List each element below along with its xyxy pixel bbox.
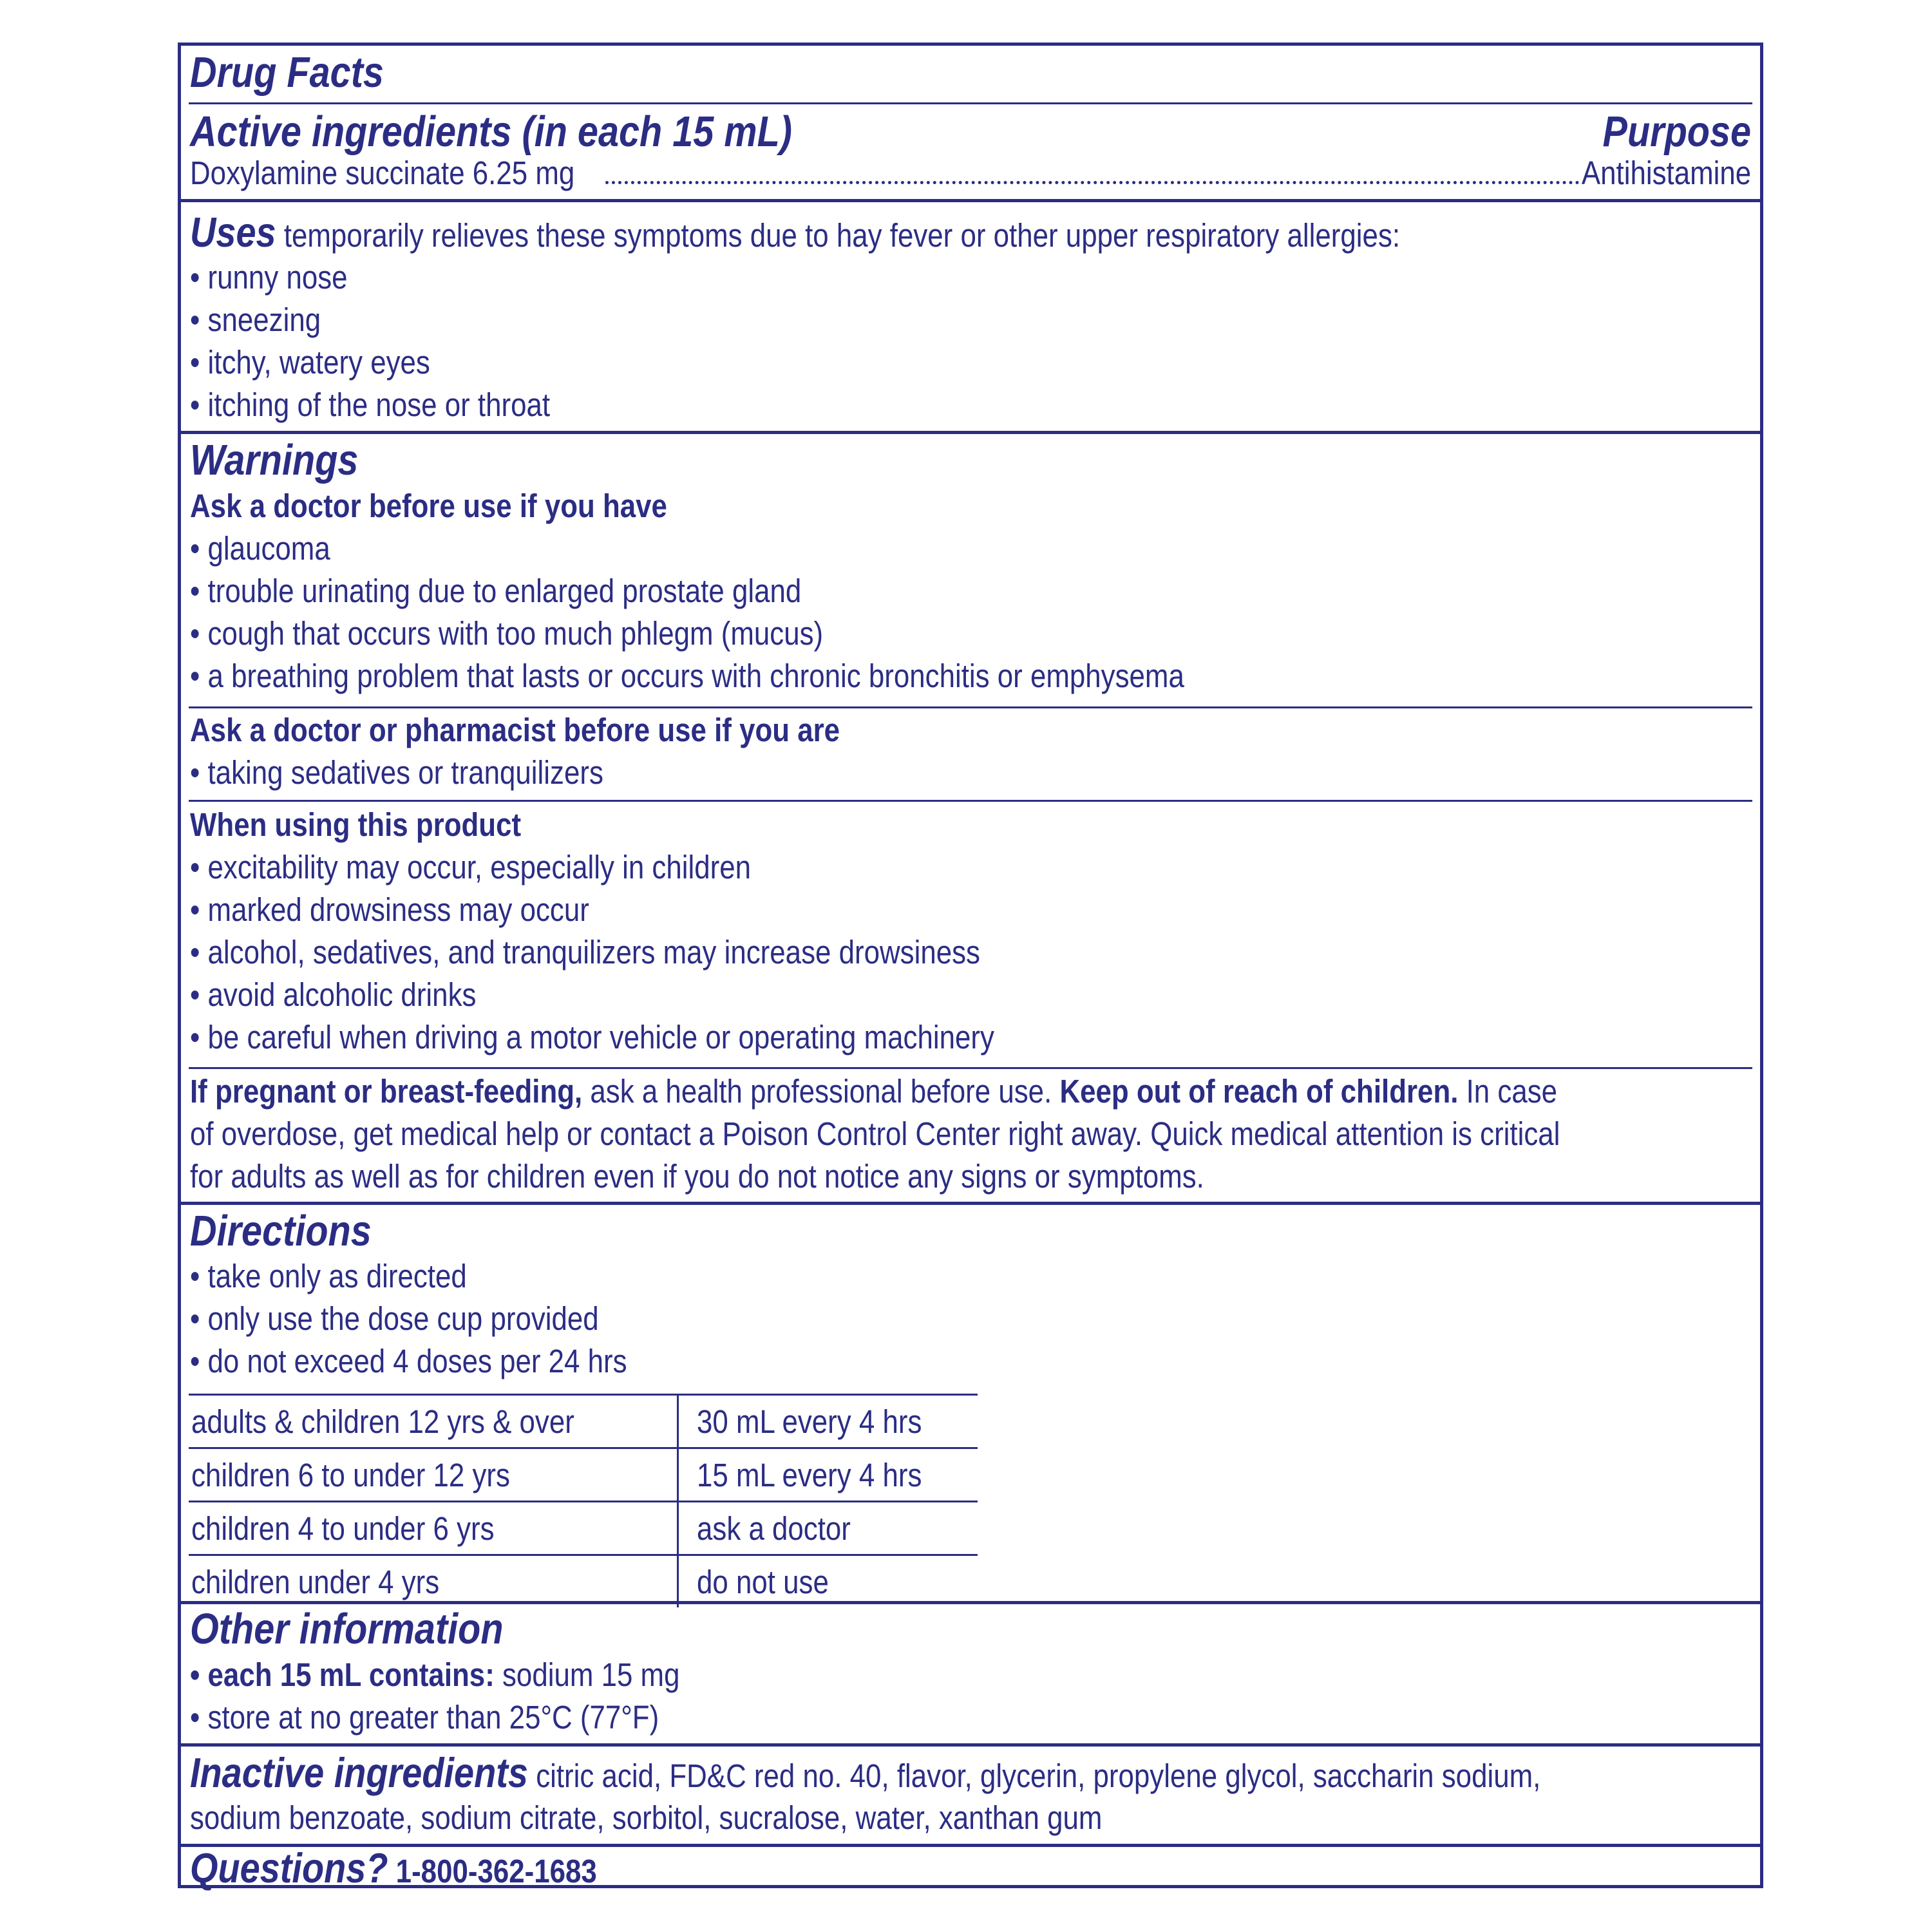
questions-line xyxy=(190,1844,1533,1896)
age-cell xyxy=(189,1448,678,1502)
active-ingredient-name: Doxylamine succinate 6.25 mg xyxy=(190,155,575,191)
uses-intro: temporarily relieves these symptoms due to hay fever or other upper respiratory allergies: xyxy=(276,217,1401,254)
other-info-bold: • each 15 mL contains: xyxy=(190,1656,495,1693)
uses-heading: Uses xyxy=(190,209,276,256)
warning-item: • be careful when driving a motor vehicle or operating machinery xyxy=(190,1019,994,1056)
ask-pharmacist-heading: Ask a doctor or pharmacist before use if you are xyxy=(190,712,840,748)
age-cell xyxy=(189,1395,678,1448)
section-divider xyxy=(181,1601,1760,1604)
age-text: adults & children 12 yrs & over xyxy=(191,1403,574,1440)
dot-leader xyxy=(605,181,1580,184)
pregnant-text: ask a health professional before use. xyxy=(582,1073,1060,1110)
pregnant-line-3: for adults as well as for children even if you do not notice any signs or symptoms. xyxy=(190,1158,1204,1195)
warning-item: • alcohol, sedatives, and tranquilizers may increase drowsiness xyxy=(190,934,980,971)
age-cell xyxy=(189,1502,678,1555)
in-case-text: In case xyxy=(1458,1073,1558,1110)
dose-cell xyxy=(678,1555,978,1608)
active-ingredients-heading: Active ingredients (in each 15 mL) xyxy=(190,108,792,156)
uses-item: • itchy, watery eyes xyxy=(190,344,430,381)
age-text: children 4 to under 6 yrs xyxy=(191,1510,495,1547)
other-info-text: sodium 15 mg xyxy=(494,1656,680,1693)
directions-heading: Directions xyxy=(190,1207,372,1255)
warning-item: • excitability may occur, especially in children xyxy=(190,849,751,886)
warning-item: • avoid alcoholic drinks xyxy=(190,976,477,1013)
warning-item: • a breathing problem that lasts or occurs with chronic bronchitis or emphysema xyxy=(190,658,1184,694)
warning-item: • glaucoma xyxy=(190,530,330,567)
other-info-item xyxy=(190,1656,1533,1694)
questions-phone: 1-800-362-1683 xyxy=(388,1853,597,1889)
inactive-line-1 xyxy=(190,1748,1541,1801)
subsection-divider xyxy=(189,706,1752,708)
uses-item: • runny nose xyxy=(190,259,348,296)
inactive-heading: Inactive ingredients xyxy=(190,1749,529,1796)
dose-cell xyxy=(678,1448,978,1502)
warnings-heading: Warnings xyxy=(190,436,359,484)
pregnant-line-2: of overdose, get medical help or contact a Poison Control Center right away. Quick medical attention is critical xyxy=(190,1115,1560,1152)
dose-cell xyxy=(678,1502,978,1555)
dose-text: 15 mL every 4 hrs xyxy=(697,1456,922,1493)
purpose-heading: Purpose xyxy=(1602,108,1751,156)
table-row xyxy=(189,1448,978,1502)
other-info-heading: Other information xyxy=(190,1605,504,1653)
inactive-line-2: sodium benzoate, sodium citrate, sorbitol, sucralose, water, xanthan gum xyxy=(190,1799,1103,1836)
drug-facts-panel xyxy=(178,43,1763,1891)
section-divider xyxy=(181,1202,1760,1205)
questions-heading: Questions? xyxy=(190,1844,388,1891)
dosage-table xyxy=(189,1394,978,1607)
inactive-text: citric acid, FD&C red no. 40, flavor, glycerin, propylene glycol, saccharin sodium, xyxy=(528,1757,1541,1794)
subsection-divider xyxy=(189,1067,1752,1069)
table-row xyxy=(189,1395,978,1448)
title-divider xyxy=(189,102,1752,104)
active-ingredient-row xyxy=(190,154,1751,193)
age-text: children 6 to under 12 yrs xyxy=(191,1456,510,1493)
directions-item: • only use the dose cup provided xyxy=(190,1300,599,1337)
warning-item: • taking sedatives or tranquilizers xyxy=(190,754,603,791)
warning-item: • trouble urinating due to enlarged prostate gland xyxy=(190,573,802,609)
pregnant-bold: If pregnant or breast-feeding, xyxy=(190,1073,583,1110)
warning-item: • cough that occurs with too much phlegm (mucus) xyxy=(190,615,824,652)
active-ingredient-purpose: Antihistamine xyxy=(1581,155,1751,191)
dose-text: ask a doctor xyxy=(697,1510,851,1547)
ask-doctor-heading: Ask a doctor before use if you have xyxy=(190,488,667,524)
table-row xyxy=(189,1555,978,1608)
directions-item: • take only as directed xyxy=(190,1258,467,1294)
directions-item: • do not exceed 4 doses per 24 hrs xyxy=(190,1343,627,1379)
other-info-item: • store at no greater than 25°C (77°F) xyxy=(190,1699,659,1736)
age-text: children under 4 yrs xyxy=(191,1563,440,1600)
table-row xyxy=(189,1502,978,1555)
uses-item: • sneezing xyxy=(190,301,321,338)
dose-text: do not use xyxy=(697,1563,829,1600)
subsection-divider xyxy=(189,800,1752,802)
section-divider xyxy=(181,199,1760,202)
section-divider xyxy=(181,431,1760,434)
when-using-heading: When using this product xyxy=(190,806,522,843)
uses-item: • itching of the nose or throat xyxy=(190,386,551,423)
age-cell xyxy=(189,1555,678,1608)
uses-intro-line xyxy=(190,208,1533,260)
pregnant-line-1 xyxy=(190,1072,1558,1111)
drug-facts-title: Drug Facts xyxy=(190,48,384,97)
dose-text: 30 mL every 4 hrs xyxy=(697,1403,922,1440)
warning-item: • marked drowsiness may occur xyxy=(190,891,589,928)
dose-cell xyxy=(678,1395,978,1448)
keep-out-bold: Keep out of reach of children. xyxy=(1059,1073,1459,1110)
section-divider xyxy=(181,1743,1760,1747)
